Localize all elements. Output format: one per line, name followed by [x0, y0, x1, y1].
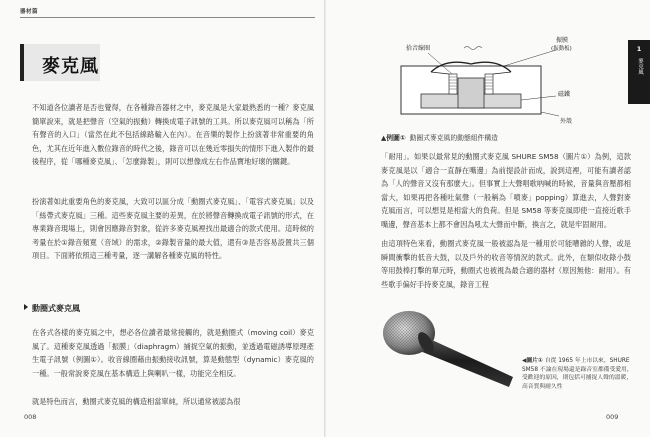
chapter-tab-number: 1 — [636, 45, 642, 53]
coil-label: 拾音線圈 — [406, 45, 431, 52]
section-heading-text: 動圈式麥克風 — [32, 304, 80, 313]
left-page — [0, 0, 324, 437]
body-paragraph: 就是特色而言，動圈式麥克風的構造相當單純，所以通常被認為很 — [32, 397, 241, 406]
page-number: 009 — [606, 413, 619, 421]
triangle-bullet-icon — [24, 304, 28, 310]
diaphragm-label: 振膜 — [556, 37, 569, 44]
photo-caption — [522, 357, 634, 391]
body-paragraph: 在各式各樣的麥克風之中，想必各位讀者最常接觸的，就是動圈式（moving coil）麥克風了。這種麥克風透過「振膜」（diaphragm）捕捉空氣的振動，並透過電磁誘導原理產生電子訊號（例圖①）。收音線圈藉由振動接收訊號，算是動態型（dynamic）麥克風的一種。一般常說麥克風在基本構造上與喇叭一樣，功能完全相反。 — [32, 328, 314, 378]
housing-label: 外殼 — [560, 118, 573, 125]
diaphragm-label-sub: (振動板) — [551, 46, 572, 52]
chapter-title-block — [20, 44, 100, 81]
running-head: 器材篇 — [20, 9, 39, 15]
page-number: 008 — [24, 413, 37, 421]
header-rule — [20, 17, 315, 18]
body-paragraph: 扮演著如此重要角色的麥克風，大致可以區分成「動圈式麥克風」、「電容式麥克風」以及「絲帶式麥克風」三種。這些麥克風主要的差異，在於將聲音轉換成電子訊號的形式，在專業錄音現場上，則會因應錄音對象，從許多麥克風裡找出最適合的款式使用。這時候的考量在於①錄音頻寬（音域）的需求，②錄製音量的最大值，還有③是否容易設置共三個項目。下面將依照這三種考量，逐一講解各種麥克風的特性。 — [32, 197, 314, 261]
photo-caption-text: 自從 1965 年上市以來，SHURE SM58 不論在現場還是錄音室都備受愛用，受歡迎的原因，則包括可捕捉人聲的溫暖，高音質與耐久性 — [522, 358, 633, 390]
body-paragraph: 由這項特色來看，動圈式麥克風一般被認為是一種用於可能嘈雜的人聲，或是瞬間衝擊的低音大鼓，以及戶外的收音等情況的款式。此外，在類似收錄小鼓等用鼓棒打擊的單元時，動圈式也被視為最合適的器材（原因無他：耐用）。有些歌手偏好手持麥克風，錄音工程 — [381, 239, 631, 289]
microphone-photo — [381, 305, 521, 395]
chapter-title: 麥克風 — [42, 56, 99, 77]
body-paragraph: 不知道各位讀者是否也覺得，在各種錄音器材之中，麥克風是大家最熟悉的一種？麥克風簡單說來，就是把聲音（空氣的振動）轉換成電子訊號的工具。所以麥克風可以稱為「所有聲音的入口」（當然在此不包括線路輸入在內）。在音樂的製作上扮演著非常重要的角色，尤其在近年進入數位錄音的時代之後，錄音可以在幾近零損失的情形下進入製作的最後程序，從「哪種麥克風」、「怎麼錄製」，則可以想像成左右作品寶地好壞的關鍵。 — [32, 103, 314, 167]
magnet-pole-shape — [458, 78, 484, 108]
chapter-tab — [628, 40, 650, 104]
magnet-label: 磁鐵 — [558, 91, 571, 98]
photo-caption-tag: ◀圖片① — [522, 358, 543, 364]
body-paragraph: 「耐用」。如果以最常見的動圈式麥克風 SHURE SM58（圖片①）為例，這款麥克風是以「適合一直靜在嘴邊」為前提設計而成，說到這裡，可能有讀者認為「人的聲音又沒有那麼大」。但事實上大聲唱歌吶喊的時候，音量與音壓都相當大，如果再把各種吐氣聲（一般稱為「噴麥」popping）算進去，人聲對麥克風而言，可以想見是相當大的負荷。但是 SM58 等麥克風即使一直接近歌手嘴邊，聲音基本上都不會因為吼太大聲而中斷，換言之，就是牢固耐用。 — [381, 152, 631, 229]
figure-caption-tag: ▲例圖① — [381, 134, 406, 142]
chapter-tab-label: 麥克風 — [637, 58, 643, 75]
figure-caption-text: 動圈式麥克風的動態組件構造 — [409, 134, 498, 142]
figure-caption — [381, 132, 498, 142]
right-page — [326, 0, 650, 437]
dynamic-mic-diagram — [346, 28, 596, 128]
section-heading — [24, 303, 80, 314]
